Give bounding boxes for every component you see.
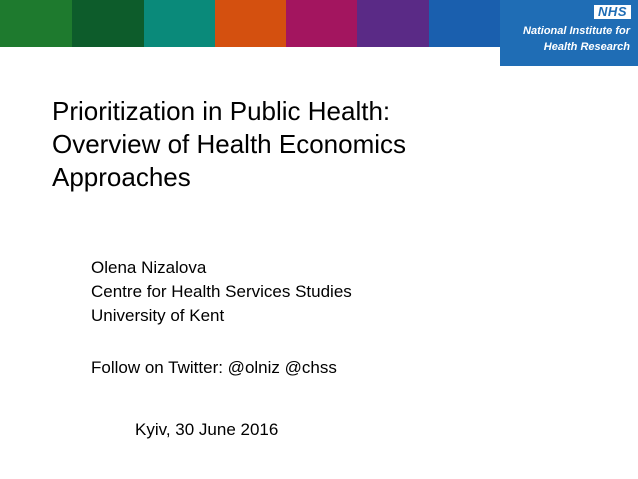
nhs-logo-badge: NHS: [594, 5, 631, 19]
nihr-logo: [500, 0, 638, 66]
slide-title-line2: Overview of Health Economics: [52, 129, 407, 159]
stripe-swatch-green: [0, 0, 72, 47]
nihr-logo-line2: Health Research: [543, 41, 630, 53]
slide-title-line1: Prioritization in Public Health:: [52, 96, 391, 126]
stripe-swatch-orange: [215, 0, 286, 47]
stripe-swatch-purple: [357, 0, 429, 47]
nihr-logo-line1: National Institute for: [523, 25, 630, 37]
author-block: [91, 256, 352, 328]
stripe-swatch-dark-green: [72, 0, 144, 47]
slide-title-line3: Approaches: [52, 162, 191, 192]
twitter-handles: Follow on Twitter: @olniz @chss: [91, 358, 337, 377]
event-location-date: Kyiv, 30 June 2016: [135, 420, 279, 439]
slide-title: [52, 95, 406, 194]
stripe-swatch-magenta: [286, 0, 357, 47]
header-color-stripes: [0, 0, 500, 47]
author-name: Olena Nizalova: [91, 258, 207, 277]
author-affiliation-centre: Centre for Health Services Studies: [91, 282, 352, 301]
stripe-swatch-teal: [144, 0, 215, 47]
stripe-swatch-blue: [429, 0, 500, 47]
author-affiliation-university: University of Kent: [91, 306, 225, 325]
